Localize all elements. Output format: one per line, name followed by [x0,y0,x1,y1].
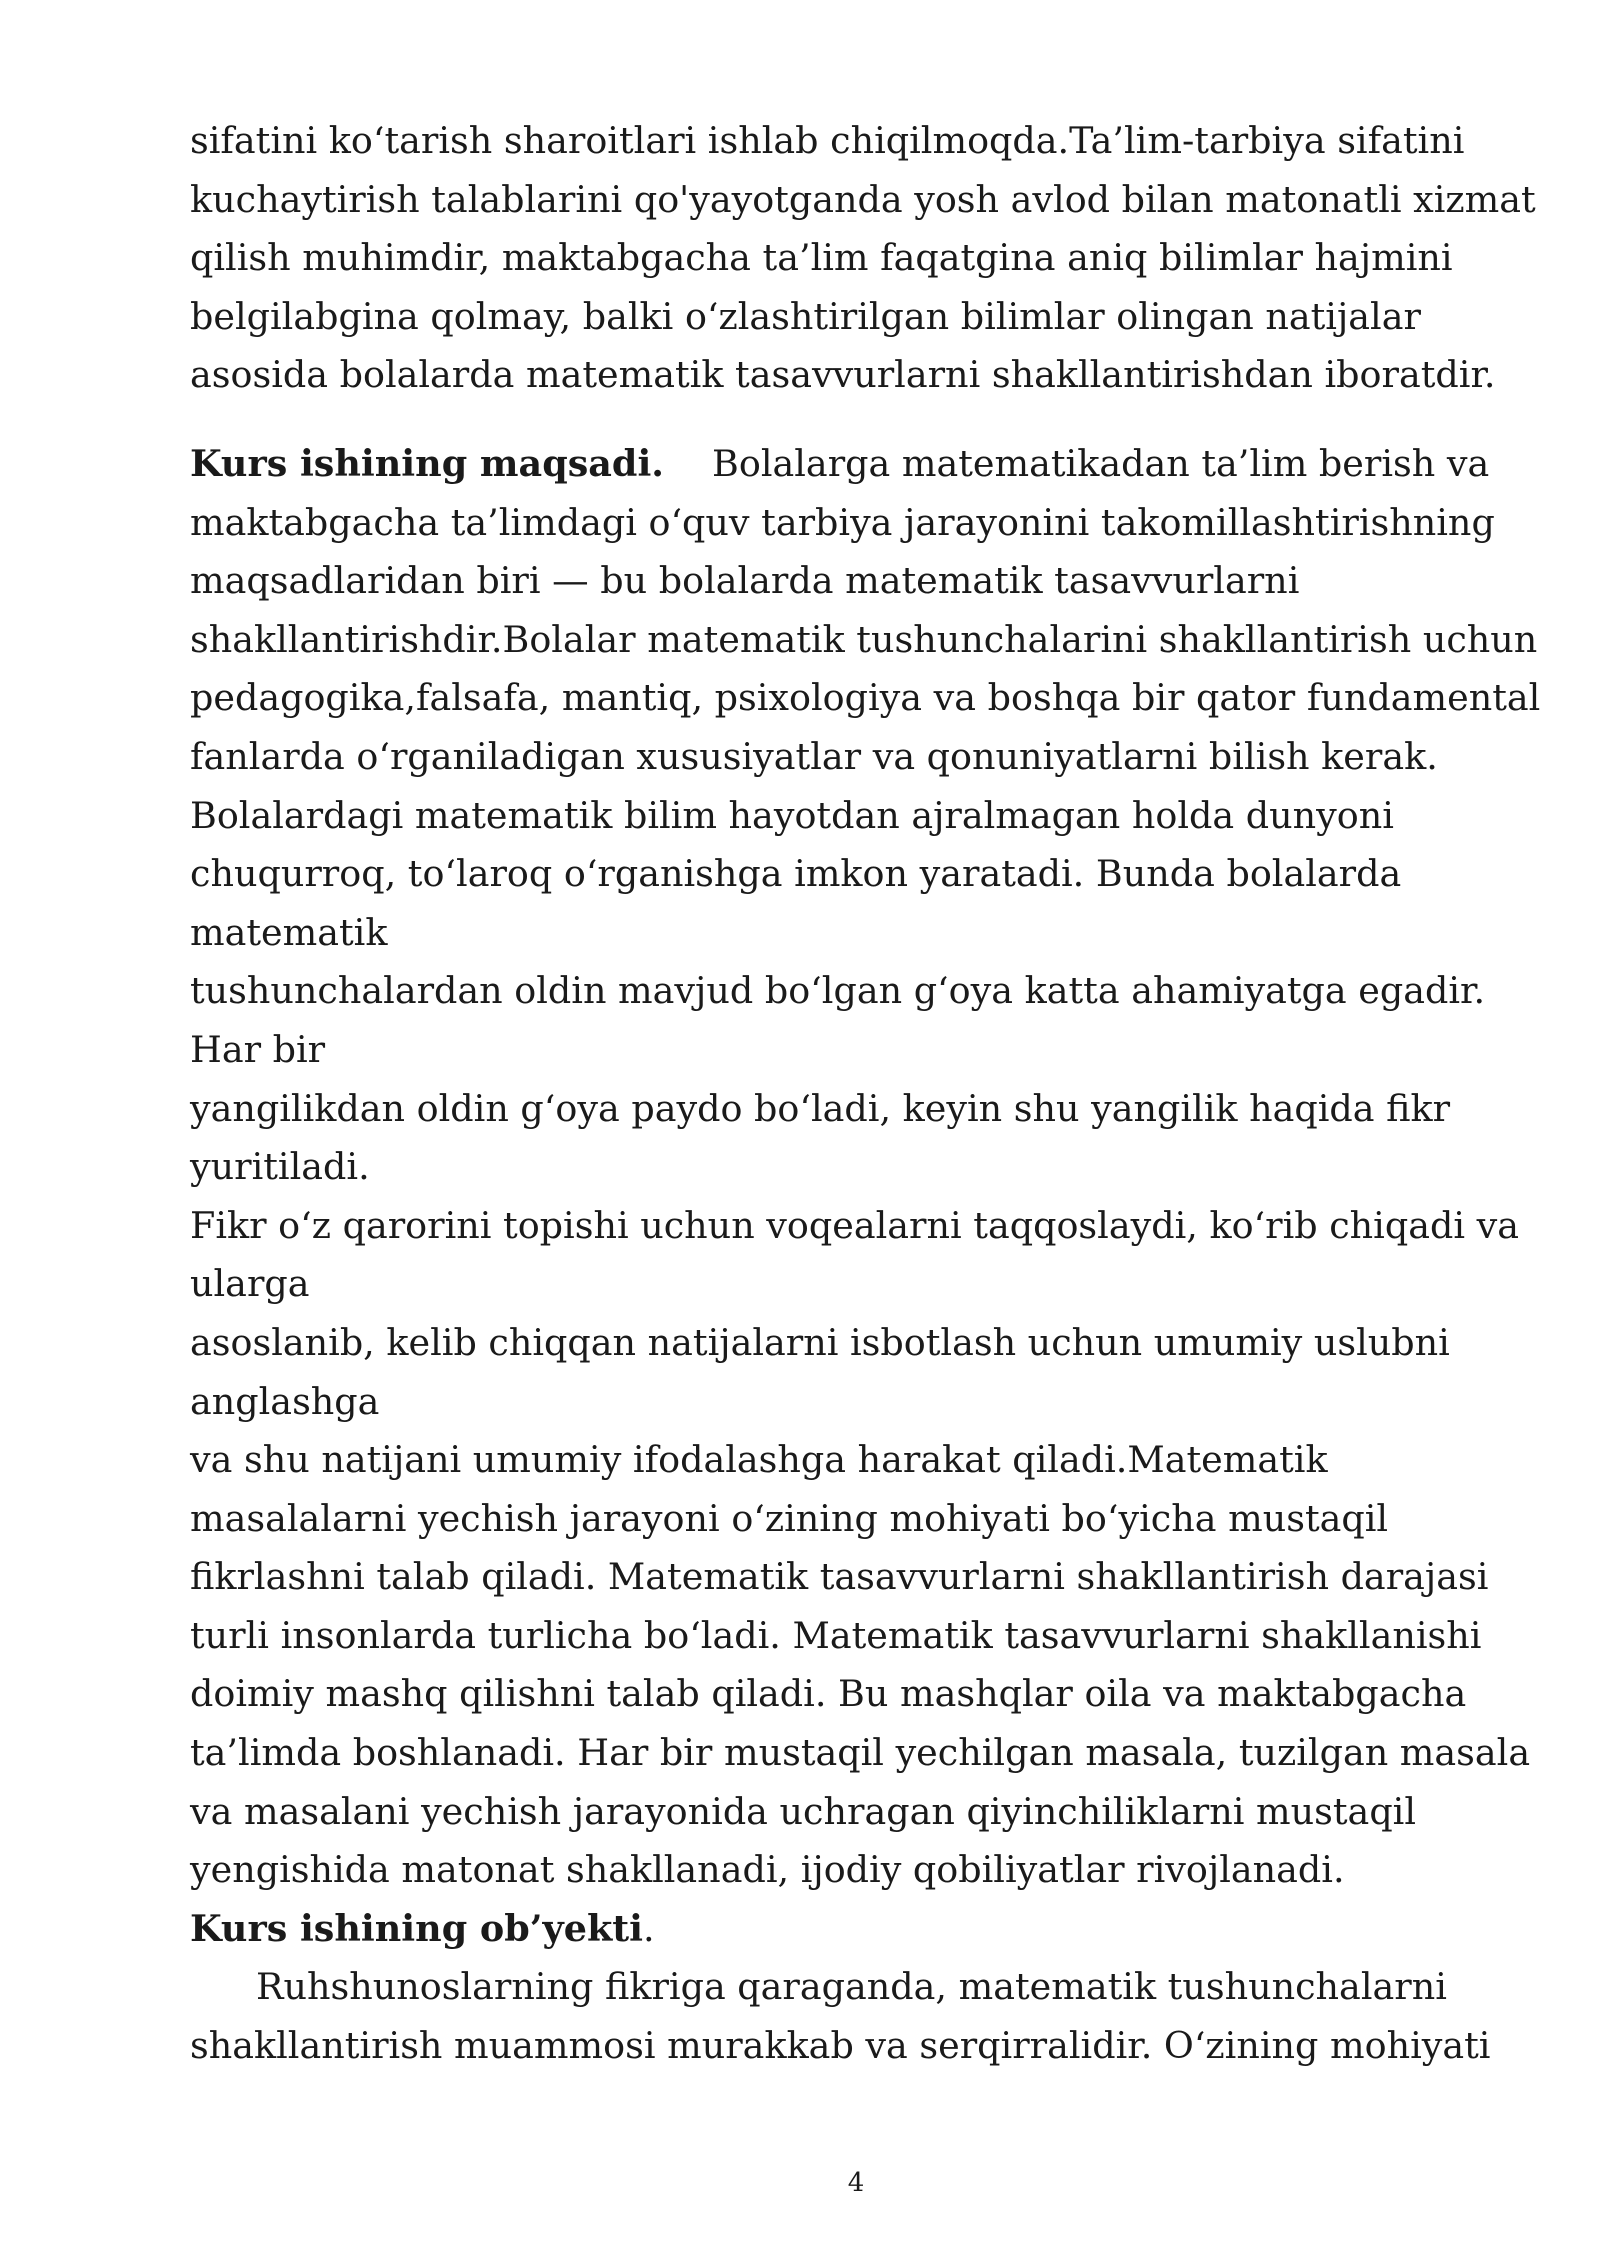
text-line: shakllantirish muammosi murakkab va serqirralidir. O‘zining mohiyati [190,2024,1491,2068]
text-line: pedagogika,falsafa, mantiq, psixologiya va boshqa bir qator fundamental [190,676,1541,720]
text-line: yuritiladi. [190,1145,370,1189]
text-line: ularga [190,1262,310,1306]
text-line: Bolalardagi matematik bilim hayotdan ajralmagan holda dunyoni [190,793,1394,837]
text-line: kuchaytirish talablarini qo'yayotganda yosh avlod bilan matonatli xizmat [190,177,1536,221]
text-line: fanlarda o‘rganiladigan xususiyatlar va qonuniyatlarni bilish kerak. [190,734,1438,778]
text-line: qilish muhimdir, maktabgacha ta’lim faqatgina aniq bilimlar hajmini [190,236,1453,280]
text-line: yengishida matonat shakllanadi, ijodiy qobiliyatlar rivojlanadi. [190,1848,1345,1892]
object-heading-line [190,1900,1530,1959]
goal-section [190,435,1541,2076]
text-line: maqsadlaridan biri — bu bolalarda matematik tasavvurlarni [190,559,1300,603]
text-line: Har bir [190,1027,326,1071]
text-line: belgilabgina qolmay, balki o‘zlashtirilgan bilimlar olingan natijalar [190,294,1421,338]
text-line: chuqurroq, to‘laroq o‘rganishga imkon yaratadi. Bunda bolalarda [190,852,1402,896]
text-line: va shu natijani umumiy ifodalashga harakat qiladi.Matematik [190,1438,1328,1482]
text-line: Fikr o‘z qarorini topishi uchun voqealarni taqqoslaydi, ko‘rib chiqadi va [190,1203,1520,1247]
text-line: masalalarni yechish jarayoni o‘zining mohiyati bo‘yicha mustaqil [190,1496,1389,1540]
text-line: asoslanib, kelib chiqqan natijalarni isbotlash uchun umumiy uslubni [190,1320,1450,1364]
goal-first-line [190,435,1530,494]
text-line: turli insonlarda turlicha bo‘ladi. Matematik tasavvurlarni shakllanishi [190,1613,1482,1657]
text-line: asosida bolalarda matematik tasavvurlarni shakllantirishdan iboratdir. [190,353,1496,397]
intro-paragraph [190,112,1536,405]
text-line: shakllantirishdir.Bolalar matematik tushunchalarini shakllantirish uchun [190,617,1538,661]
heading-punctuation: . [642,1906,655,1950]
text-line-rest: Bolalarga matematikadan ta’lim berish va [712,442,1490,485]
section-heading-goal: Kurs ishining maqsadi. [190,442,665,485]
text-line: matematik [190,910,388,954]
object-first-line [190,1958,1530,2017]
text-line: yangilikdan oldin g‘oya paydo bo‘ladi, keyin shu yangilik haqida fikr [190,1086,1451,1130]
section-heading-object: Kurs ishining ob’yekti [190,1906,643,1950]
page-number: 4 [847,2168,865,2198]
text-line: fikrlashni talab qiladi. Matematik tasavvurlarni shakllantirish darajasi [190,1555,1489,1599]
text-line: tushunchalardan oldin mavjud bo‘lgan g‘oya katta ahamiyatga egadir. [190,969,1486,1013]
text-line: anglashga [190,1379,380,1423]
text-line: sifatini ko‘tarish sharoitlari ishlab chiqilmoqda.Ta’lim-tarbiya sifatini [190,119,1465,162]
text-line: Ruhshunoslarning fikriga qaraganda, matematik tushunchalarni [256,1965,1447,2009]
text-line: maktabgacha ta’limdagi o‘quv tarbiya jarayonini takomillashtirishning [190,500,1495,544]
text-line: va masalani yechish jarayonida uchragan qiyinchiliklarni mustaqil [190,1789,1417,1833]
text-line: ta’limda boshlanadi. Har bir mustaqil yechilgan masala, tuzilgan masala [190,1731,1531,1775]
text-line: doimiy mashq qilishni talab qiladi. Bu mashqlar oila va maktabgacha [190,1672,1467,1716]
